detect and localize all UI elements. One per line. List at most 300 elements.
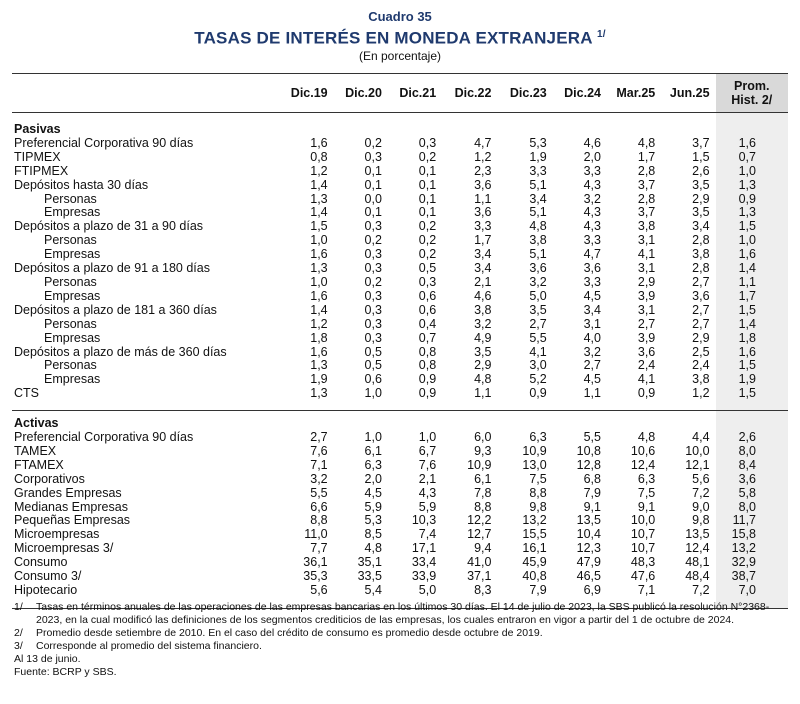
col-header-mar25: Mar.25 — [607, 74, 661, 113]
value-cell: 5,1 — [529, 247, 547, 262]
value-cell: 5,6 — [310, 583, 328, 597]
empty-cell — [607, 417, 661, 431]
value-cell: 1,3 — [310, 261, 328, 276]
value-cell: 7,7 — [310, 541, 328, 556]
value-cell: 0,3 — [364, 330, 382, 345]
value-cell: 3,8 — [529, 233, 547, 248]
row-label: Empresas — [44, 247, 101, 262]
value-cell: 1,1 — [474, 386, 492, 401]
col-header-jun25: Jun.25 — [661, 74, 715, 113]
value-cell: 40,8 — [522, 569, 547, 584]
value-cell: 9,8 — [529, 499, 547, 514]
value-cell: 0,2 — [418, 219, 437, 234]
value-cell: 10,7 — [630, 527, 656, 542]
value-cell: 2,9 — [474, 358, 492, 373]
value-cell: 1,1 — [583, 386, 601, 401]
value-cell: 1,7 — [474, 233, 492, 248]
value-cell: 1,5 — [716, 387, 788, 401]
table-row — [12, 387, 788, 401]
row-label: Medianas Empresas — [14, 499, 128, 514]
value-cell: 8,5 — [364, 527, 382, 542]
row-label: Depósitos a plazo de 181 a 360 días — [14, 302, 217, 317]
empty-cell — [497, 417, 552, 431]
value-cell: 3,6 — [692, 288, 710, 303]
value-cell: 12,3 — [576, 541, 601, 556]
value-cell: 2,8 — [692, 233, 710, 248]
value-cell: 0,8 — [418, 358, 437, 373]
value-cell: 2,0 — [583, 149, 601, 164]
value-cell: 10,7 — [630, 541, 656, 556]
value-cell: 46,5 — [576, 569, 601, 584]
value-cell: 0,2 — [364, 233, 382, 248]
value-cell: 3,5 — [529, 302, 547, 317]
value-cell: 1,6 — [716, 137, 788, 151]
value-cell: 1,2 — [310, 316, 328, 331]
value-cell: 8,3 — [474, 583, 492, 597]
empty-cell — [334, 417, 388, 431]
row-label: Empresas — [44, 205, 101, 220]
value-cell: 3,6 — [583, 261, 601, 276]
value-cell: 8,4 — [716, 459, 788, 473]
value-cell: 0,9 — [418, 372, 437, 387]
value-cell: 10,9 — [522, 443, 547, 458]
value-cell: 1,6 — [310, 135, 328, 150]
value-cell: 2,4 — [692, 358, 710, 373]
value-cell: 0,8 — [418, 344, 437, 359]
value-cell: 4,8 — [474, 372, 492, 387]
row-label: Grandes Empresas — [14, 485, 122, 500]
value-cell: 5,6 — [692, 471, 710, 486]
spacer-cell — [553, 401, 607, 411]
value-cell: 10,6 — [630, 443, 656, 458]
value-cell: 1,3 — [716, 179, 788, 193]
value-cell: 0,3 — [364, 247, 382, 262]
spacer-cell — [607, 401, 661, 411]
footnote-2 — [14, 627, 784, 640]
table-row — [12, 373, 788, 387]
value-cell: 3,3 — [474, 219, 492, 234]
col-header-dic21: Dic.21 — [388, 74, 442, 113]
value-cell: 36,1 — [303, 555, 328, 570]
value-cell: 1,0 — [310, 274, 328, 289]
value-cell: 48,4 — [685, 569, 710, 584]
value-cell: 11,7 — [716, 514, 788, 528]
value-cell: 0,5 — [418, 261, 437, 276]
row-label: Microempresas 3/ — [14, 541, 114, 556]
value-cell: 1,6 — [716, 248, 788, 262]
value-cell: 4,3 — [583, 177, 601, 192]
value-cell: 2,8 — [637, 163, 656, 178]
empty-cell — [553, 123, 607, 137]
footnote-text: Corresponde al promedio del sistema financiero. — [36, 640, 262, 652]
empty-cell — [661, 123, 715, 137]
table-row — [12, 556, 788, 570]
row-label: Depósitos a plazo de 31 a 90 días — [14, 219, 204, 234]
value-cell: 7,1 — [637, 583, 656, 597]
spacer-row — [12, 113, 788, 124]
value-cell: 7,2 — [692, 485, 710, 500]
value-cell: 1,0 — [716, 234, 788, 248]
value-cell: 1,0 — [418, 430, 437, 445]
value-cell: 4,8 — [529, 219, 547, 234]
value-cell: 2,7 — [692, 274, 710, 289]
value-cell: 1,5 — [716, 304, 788, 318]
value-cell: 3,8 — [474, 302, 492, 317]
empty-cell — [716, 417, 788, 431]
value-cell: 7,4 — [418, 527, 437, 542]
footnote-key: 1/ — [14, 601, 23, 613]
value-cell: 1,3 — [310, 386, 328, 401]
footnote-1 — [14, 601, 784, 627]
row-label: Consumo — [14, 555, 68, 570]
row-label: Preferencial Corporativa 90 días — [14, 430, 194, 445]
value-cell: 3,3 — [583, 274, 601, 289]
value-cell: 0,5 — [364, 358, 382, 373]
value-cell: 1,9 — [529, 149, 547, 164]
value-cell: 2,3 — [474, 163, 492, 178]
value-cell: 4,1 — [529, 344, 547, 359]
value-cell: 0,3 — [364, 149, 382, 164]
value-cell: 4,8 — [637, 430, 656, 445]
value-cell: 1,3 — [716, 206, 788, 220]
value-cell: 4,1 — [637, 372, 656, 387]
value-cell: 17,1 — [411, 541, 437, 556]
value-cell: 3,8 — [692, 247, 710, 262]
empty-cell — [442, 417, 497, 431]
empty-cell — [607, 123, 661, 137]
empty-cell — [497, 123, 552, 137]
table-row — [12, 332, 788, 346]
value-cell: 4,3 — [418, 485, 437, 500]
value-cell: 3,4 — [474, 261, 492, 276]
row-label: TAMEX — [14, 443, 57, 458]
value-cell: 9,4 — [474, 541, 492, 556]
value-cell: 2,7 — [583, 358, 601, 373]
spacer-cell — [334, 401, 388, 411]
empty-cell — [388, 417, 442, 431]
value-cell: 16,1 — [522, 541, 547, 556]
value-cell: 4,0 — [583, 330, 601, 345]
value-cell: 10,9 — [467, 457, 492, 472]
spacer-cell — [716, 113, 788, 124]
value-cell: 2,6 — [692, 163, 710, 178]
row-label: FTIPMEX — [14, 163, 69, 178]
value-cell: 6,3 — [637, 471, 656, 486]
value-cell: 3,3 — [529, 163, 547, 178]
value-cell: 6,8 — [583, 471, 601, 486]
value-cell: 12,1 — [685, 457, 710, 472]
value-cell: 8,8 — [529, 485, 547, 500]
value-cell: 0,1 — [418, 191, 437, 206]
value-cell: 1,6 — [310, 247, 328, 262]
row-label: Empresas — [44, 288, 101, 303]
value-cell: 3,8 — [637, 219, 656, 234]
value-cell: 3,1 — [637, 261, 656, 276]
footnote-key: 2/ — [14, 627, 23, 639]
value-cell: 3,5 — [692, 177, 710, 192]
value-cell: 10,8 — [576, 443, 601, 458]
value-cell: 0,6 — [418, 302, 437, 317]
value-cell: 3,6 — [716, 473, 788, 487]
value-cell: 2,8 — [637, 191, 656, 206]
col-header-dic22: Dic.22 — [442, 74, 497, 113]
spacer-cell — [716, 401, 788, 411]
value-cell: 2,9 — [637, 274, 656, 289]
value-cell: 3,2 — [583, 344, 601, 359]
value-cell: 2,1 — [474, 274, 492, 289]
value-cell: 7,6 — [310, 443, 328, 458]
value-cell: 10,0 — [630, 513, 656, 528]
value-cell: 3,7 — [692, 135, 710, 150]
value-cell: 0,8 — [310, 149, 328, 164]
table-row — [12, 570, 788, 584]
value-cell: 3,3 — [583, 233, 601, 248]
value-cell: 3,2 — [529, 274, 547, 289]
footnote-text: Tasas en términos anuales de las operaciones de las empresas bancarias en los últimos 30 días. El 14 de julio de 2023, la SBS publicó la resolución N°2368-2023, en la cual modificó las definiciones de los segmentos crediticios de las empresas, los cuales entraron en vigor a partir del 1 de octubre de 2024. — [36, 601, 770, 626]
row-label: Empresas — [44, 372, 101, 387]
value-cell: 1,1 — [716, 276, 788, 290]
footnote-key: 3/ — [14, 640, 23, 652]
value-cell: 5,9 — [418, 499, 437, 514]
value-cell: 5,5 — [583, 430, 601, 445]
spacer-cell — [12, 401, 279, 411]
row-label: Depósitos a plazo de más de 360 días — [14, 344, 227, 359]
row-label: Depósitos hasta 30 días — [14, 177, 149, 192]
table-row — [12, 290, 788, 304]
value-cell: 35,1 — [357, 555, 382, 570]
value-cell: 32,9 — [716, 556, 788, 570]
value-cell: 0,1 — [364, 177, 382, 192]
value-cell: 3,2 — [474, 316, 492, 331]
value-cell: 12,7 — [467, 527, 492, 542]
value-cell: 4,7 — [583, 247, 601, 262]
value-cell: 15,5 — [522, 527, 547, 542]
value-cell: 5,1 — [529, 205, 547, 220]
value-cell: 2,1 — [418, 471, 437, 486]
empty-cell — [279, 123, 333, 137]
value-cell: 0,9 — [418, 386, 437, 401]
value-cell: 6,6 — [310, 499, 328, 514]
value-cell: 4,1 — [637, 247, 656, 262]
row-label: Corporativos — [14, 471, 85, 486]
table-row — [12, 262, 788, 276]
row-label: Empresas — [44, 330, 101, 345]
value-cell: 13,5 — [576, 513, 601, 528]
value-cell: 45,9 — [522, 555, 547, 570]
value-cell: 0,2 — [418, 149, 437, 164]
header-blank — [12, 74, 279, 113]
value-cell: 0,1 — [418, 177, 437, 192]
value-cell: 1,6 — [716, 346, 788, 360]
section-pasivas — [12, 123, 788, 137]
spacer-cell — [497, 401, 552, 411]
value-cell: 48,1 — [685, 555, 710, 570]
value-cell: 2,7 — [637, 316, 656, 331]
spacer-cell — [607, 113, 661, 124]
value-cell: 1,4 — [716, 262, 788, 276]
value-cell: 0,2 — [364, 274, 382, 289]
table-row — [12, 165, 788, 179]
value-cell: 7,1 — [310, 457, 328, 472]
value-cell: 4,5 — [364, 485, 382, 500]
value-cell: 9,8 — [692, 513, 710, 528]
footnotes — [14, 601, 784, 679]
spacer-cell — [497, 113, 552, 124]
value-cell: 3,2 — [583, 191, 601, 206]
value-cell: 12,4 — [630, 457, 656, 472]
col-header-prom-hist — [716, 74, 788, 113]
value-cell: 9,3 — [474, 443, 492, 458]
table-row — [12, 528, 788, 542]
value-cell: 1,4 — [310, 302, 328, 317]
value-cell: 3,4 — [583, 302, 601, 317]
value-cell: 41,0 — [467, 555, 492, 570]
row-label: Personas — [44, 274, 97, 289]
value-cell: 0,3 — [364, 288, 382, 303]
spacer-cell — [388, 113, 442, 124]
value-cell: 0,2 — [364, 135, 382, 150]
col-header-dic19: Dic.19 — [279, 74, 333, 113]
value-cell: 4,6 — [474, 288, 492, 303]
value-cell: 13,5 — [685, 527, 710, 542]
value-cell: 0,1 — [364, 205, 382, 220]
table-row — [12, 459, 788, 473]
value-cell: 5,4 — [364, 583, 382, 597]
value-cell: 5,0 — [418, 583, 437, 597]
value-cell: 4,3 — [583, 219, 601, 234]
value-cell: 1,0 — [364, 430, 382, 445]
empty-cell — [553, 417, 607, 431]
value-cell: 3,1 — [583, 316, 601, 331]
value-cell: 47,6 — [630, 569, 656, 584]
value-cell: 9,0 — [692, 499, 710, 514]
value-cell: 13,2 — [716, 542, 788, 556]
value-cell: 0,1 — [418, 163, 437, 178]
value-cell: 7,5 — [637, 485, 656, 500]
table-row — [12, 445, 788, 459]
prom-line-2: Hist. 2/ — [731, 93, 773, 107]
value-cell: 2,8 — [692, 261, 710, 276]
value-cell: 0,0 — [364, 191, 382, 206]
value-cell: 7,9 — [529, 583, 547, 597]
value-cell: 3,1 — [637, 233, 656, 248]
value-cell: 3,1 — [637, 302, 656, 317]
footnote-3 — [14, 640, 784, 653]
value-cell: 1,0 — [310, 233, 328, 248]
value-cell: 0,2 — [418, 247, 437, 262]
spacer-cell — [553, 113, 607, 124]
value-cell: 3,5 — [474, 344, 492, 359]
empty-cell — [716, 123, 788, 137]
empty-cell — [279, 417, 333, 431]
value-cell: 1,5 — [310, 219, 328, 234]
value-cell: 0,4 — [418, 316, 437, 331]
value-cell: 3,4 — [692, 219, 710, 234]
value-cell: 38,7 — [716, 570, 788, 584]
value-cell: 2,5 — [692, 344, 710, 359]
value-cell: 0,2 — [418, 233, 437, 248]
table-row — [12, 179, 788, 193]
value-cell: 1,6 — [310, 344, 328, 359]
value-cell: 1,4 — [310, 177, 328, 192]
value-cell: 15,8 — [716, 528, 788, 542]
value-cell: 12,4 — [685, 541, 710, 556]
value-cell: 3,9 — [637, 330, 656, 345]
value-cell: 0,6 — [418, 288, 437, 303]
value-cell: 7,6 — [418, 457, 437, 472]
value-cell: 2,9 — [692, 191, 710, 206]
value-cell: 7,8 — [474, 485, 492, 500]
value-cell: 1,7 — [637, 149, 656, 164]
value-cell: 5,3 — [529, 135, 547, 150]
value-cell: 12,2 — [467, 513, 492, 528]
value-cell: 2,4 — [637, 358, 656, 373]
table-row — [12, 431, 788, 445]
spacer-cell — [661, 401, 715, 411]
value-cell: 1,5 — [716, 359, 788, 373]
table-row — [12, 234, 788, 248]
value-cell: 4,8 — [364, 541, 382, 556]
table-row — [12, 193, 788, 207]
value-cell: 0,3 — [364, 302, 382, 317]
value-cell: 0,3 — [364, 261, 382, 276]
spacer-cell — [442, 113, 497, 124]
value-cell: 3,7 — [637, 177, 656, 192]
row-label: TIPMEX — [14, 149, 61, 164]
value-cell: 8,8 — [310, 513, 328, 528]
value-cell: 6,7 — [418, 443, 437, 458]
value-cell: 0,7 — [716, 151, 788, 165]
value-cell: 2,7 — [692, 302, 710, 317]
value-cell: 3,4 — [474, 247, 492, 262]
value-cell: 4,8 — [637, 135, 656, 150]
row-label: Microempresas — [14, 527, 100, 542]
value-cell: 35,3 — [303, 569, 328, 584]
row-label: Preferencial Corporativa 90 días — [14, 135, 194, 150]
table-row — [12, 206, 788, 220]
value-cell: 6,9 — [583, 583, 601, 597]
table-row — [12, 151, 788, 165]
row-label: Personas — [44, 233, 97, 248]
empty-cell — [442, 123, 497, 137]
value-cell: 6,3 — [529, 430, 547, 445]
value-cell: 7,2 — [692, 583, 710, 597]
value-cell: 48,3 — [630, 555, 656, 570]
value-cell: 0,5 — [364, 344, 382, 359]
value-cell: 6,1 — [364, 443, 382, 458]
table-row — [12, 346, 788, 360]
spacer-cell — [279, 113, 333, 124]
row-label: Depósitos a plazo de 91 a 180 días — [14, 261, 210, 276]
table-row — [12, 276, 788, 290]
value-cell: 5,0 — [529, 288, 547, 303]
value-cell: 11,0 — [304, 527, 328, 542]
table-row — [12, 220, 788, 234]
row-label: Pequeñas Empresas — [14, 513, 131, 528]
value-cell: 3,6 — [637, 344, 656, 359]
value-cell: 3,0 — [529, 358, 547, 373]
value-cell: 2,7 — [692, 316, 710, 331]
page-subtitle: (En porcentaje) — [358, 48, 442, 63]
prom-line-1: Prom. — [734, 79, 770, 93]
value-cell: 5,5 — [310, 485, 328, 500]
empty-cell — [388, 123, 442, 137]
col-header-dic24: Dic.24 — [553, 74, 607, 113]
value-cell: 4,5 — [583, 372, 601, 387]
value-cell: 6,3 — [364, 457, 382, 472]
value-cell: 5,3 — [364, 513, 382, 528]
spacer-cell — [388, 401, 442, 411]
